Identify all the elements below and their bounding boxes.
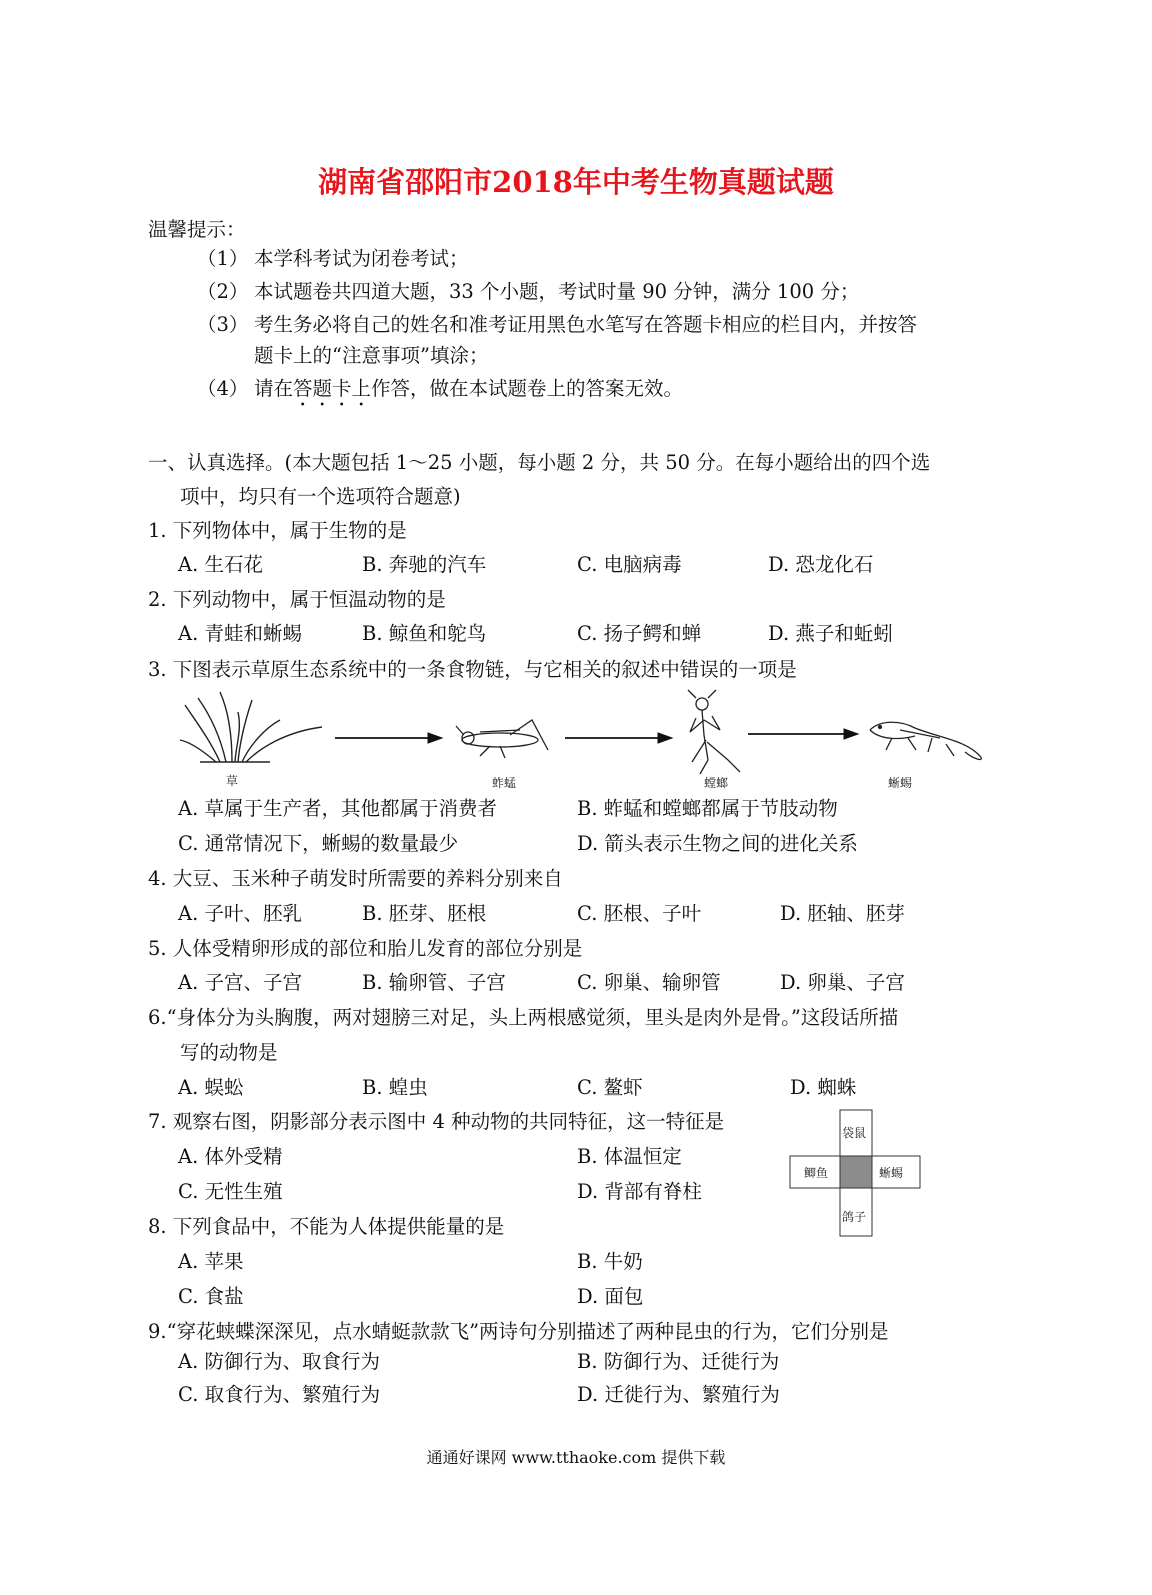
question-stem: 2. 下列动物中，属于恒温动物的是 — [148, 588, 446, 611]
option: D. 胚轴、胚芽 — [780, 902, 905, 925]
question-stem: 5. 人体受精卵形成的部位和胎儿发育的部位分别是 — [148, 937, 583, 960]
figure-label: 蚱蜢 — [492, 776, 517, 790]
option: B. 蝗虫 — [362, 1076, 428, 1099]
option: D. 面包 — [577, 1285, 644, 1308]
option: B. 蚱蜢和螳螂都属于节肢动物 — [577, 797, 838, 820]
option: A. 子宫、子宫 — [178, 971, 302, 994]
option: C. 取食行为、繁殖行为 — [178, 1383, 381, 1406]
option: A. 青蛙和蜥蜴 — [178, 622, 302, 645]
section-heading-cont: 项中，均只有一个选项符合题意) — [180, 485, 461, 508]
option: C. 卵巢、输卵管 — [577, 971, 721, 994]
figure-label: 草 — [226, 774, 239, 788]
option: B. 牛奶 — [577, 1250, 643, 1273]
option: A. 苹果 — [178, 1250, 244, 1273]
diagram-label: 鲫鱼 — [804, 1166, 829, 1180]
question-stem: 7. 观察右图，阴影部分表示图中 4 种动物的共同特征，这一特征是 — [148, 1110, 725, 1133]
tip-num: （3） — [197, 313, 249, 336]
option: C. 通常情况下，蜥蜴的数量最少 — [178, 832, 459, 855]
footer: 通通好课网 www.tthaoke.com 提供下载 — [426, 1448, 726, 1467]
arrow-icon — [335, 733, 442, 743]
option: C. 食盐 — [178, 1285, 244, 1308]
option: C. 电脑病毒 — [577, 553, 682, 576]
question-stem: 1. 下列物体中，属于生物的是 — [148, 519, 407, 542]
option: C. 扬子鳄和蝉 — [577, 622, 702, 645]
option: C. 无性生殖 — [178, 1180, 283, 1203]
tip-num: （1） — [197, 247, 249, 270]
arrow-icon — [748, 729, 858, 739]
option: D. 蜘蛛 — [790, 1076, 857, 1099]
mantis-icon — [688, 690, 740, 774]
question-stem: 9.“穿花蛱蝶深深见，点水蜻蜓款款飞”两诗句分别描述了两种昆虫的行为，它们分别是 — [148, 1320, 889, 1343]
tip-num: （4） — [197, 377, 249, 400]
diagram-label: 蜥蜴 — [879, 1166, 904, 1180]
tip-text-pre: 请在 — [254, 377, 294, 400]
question-stem-cont: 写的动物是 — [180, 1041, 278, 1064]
option: B. 防御行为、迁徙行为 — [577, 1350, 780, 1373]
tip-num: （2） — [197, 280, 249, 303]
page-title: 湖南省邵阳市2018年中考生物真题试题 — [318, 165, 834, 199]
option: A. 蜈蚣 — [178, 1076, 244, 1099]
question-stem: 8. 下列食品中，不能为人体提供能量的是 — [148, 1215, 505, 1238]
option: D. 燕子和蚯蚓 — [768, 622, 893, 645]
option: A. 子叶、胚乳 — [178, 902, 302, 925]
diagram-label: 袋鼠 — [842, 1126, 867, 1140]
option: D. 迁徙行为、繁殖行为 — [577, 1383, 780, 1406]
diagram-label: 鸽子 — [842, 1210, 867, 1224]
tip-text: 本学科考试为闭卷考试； — [254, 247, 469, 270]
option: A. 防御行为、取食行为 — [178, 1350, 380, 1373]
tip-text-post: 作答，做在本试题卷上的答案无效。 — [371, 377, 684, 400]
option: D. 恐龙化石 — [768, 553, 874, 576]
tip-text: 本试题卷共四道大题，33 个小题，考试时量 90 分钟，满分 100 分； — [254, 280, 860, 303]
option: A. 草属于生产者，其他都属于消费者 — [178, 797, 497, 820]
option: B. 输卵管、子宫 — [362, 971, 506, 994]
lizard-icon — [870, 722, 981, 759]
tip-emphasis: 答题卡上 — [293, 377, 372, 400]
option: D. 背部有脊柱 — [577, 1180, 702, 1203]
question-stem: 4. 大豆、玉米种子萌发时所需要的养料分别来自 — [148, 867, 563, 890]
tip-text: 题卡上的“注意事项”填涂； — [254, 344, 489, 367]
tips-heading: 温馨提示： — [148, 218, 246, 241]
tip-text — [254, 377, 683, 411]
question-stem: 6.“身体分为头胸腹，两对翅膀三对足，头上两根感觉须，里头是肉外是骨。”这段话所描 — [148, 1006, 899, 1029]
figure-label: 蜥蜴 — [888, 776, 913, 790]
option: B. 胚芽、胚根 — [362, 902, 487, 925]
option: D. 卵巢、子宫 — [780, 971, 905, 994]
grasshopper-icon — [456, 720, 548, 758]
option: A. 生石花 — [178, 553, 263, 576]
option: B. 鲸鱼和鸵鸟 — [362, 622, 487, 645]
option: C. 胚根、子叶 — [577, 902, 702, 925]
option: C. 鳌虾 — [577, 1076, 643, 1099]
food-chain-figure — [180, 690, 990, 790]
option: A. 体外受精 — [178, 1145, 283, 1168]
option: B. 奔驰的汽车 — [362, 553, 487, 576]
option: B. 体温恒定 — [577, 1145, 682, 1168]
section-heading: 一、认真选择。(本大题包括 1～25 小题，每小题 2 分，共 50 分。在每小题给出的四个选 — [148, 451, 931, 474]
option: D. 箭头表示生物之间的进化关系 — [577, 832, 858, 855]
question-stem: 3. 下图表示草原生态系统中的一条食物链，与它相关的叙述中错误的一项是 — [148, 658, 797, 681]
tip-text: 考生务必将自己的姓名和准考证用黑色水笔写在答题卡相应的栏目内，并按答 — [254, 313, 918, 336]
grass-icon — [180, 692, 322, 762]
figure-label: 螳螂 — [704, 776, 729, 790]
arrow-icon — [565, 733, 672, 743]
